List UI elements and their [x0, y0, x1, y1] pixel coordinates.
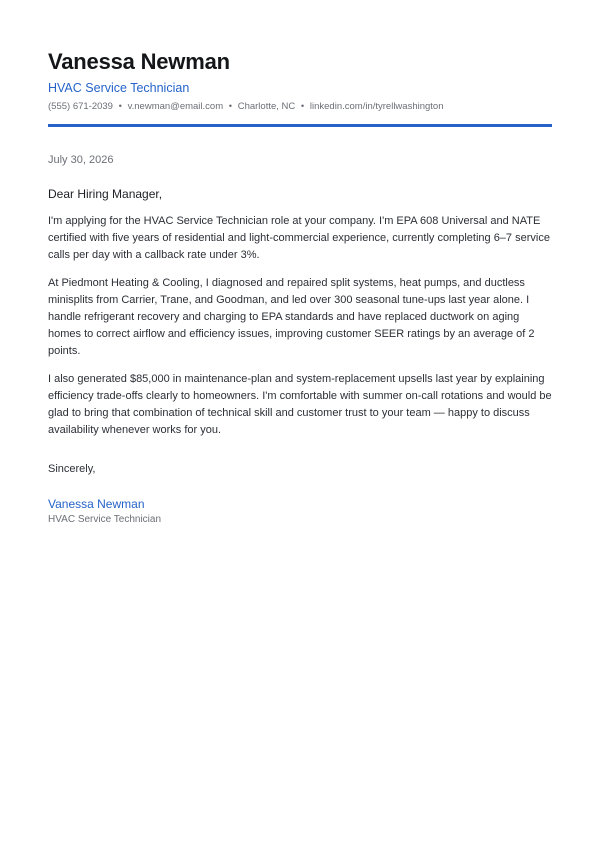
- contact-location: Charlotte, NC: [237, 101, 296, 112]
- signature-name: Vanessa Newman: [48, 497, 145, 511]
- closing: Sincerely,: [48, 463, 96, 475]
- body-paragraph: At Piedmont Heating & Cooling, I diagnosed and repaired split systems, heat pumps, and ductless minisplits from Carrier, Trane, and Goodman, and led over 300 seasonal tune-ups last year alone. I handle refrigerant recovery and charging to EPA standards and have replaced ductwork on aging homes to correct airflow and efficiency issues, improving customer SEER ratings by an average of 2 points.: [48, 277, 535, 357]
- contact-separator: •: [228, 101, 233, 112]
- header-divider: [48, 124, 552, 127]
- contact-email: v.newman@email.com: [127, 101, 224, 112]
- contact-separator: •: [300, 101, 305, 112]
- applicant-title: HVAC Service Technician: [48, 81, 190, 95]
- contact-separator: •: [118, 101, 122, 112]
- contact-linkedin: linkedin.com/in/tyrellwashington: [309, 101, 444, 112]
- salutation: Dear Hiring Manager,: [48, 187, 163, 201]
- letter-header: [48, 48, 552, 114]
- letter-date: July 30, 2026: [48, 154, 114, 166]
- applicant-name: Vanessa Newman: [48, 49, 230, 74]
- body-paragraph: I'm applying for the HVAC Service Technician role at your company. I'm EPA 608 Universal and NATE certified with five years of residential and light-commercial experience, currently completing 6–7 service calls per day with a callback rate under 3%.: [48, 215, 550, 261]
- body-paragraph: I also generated $85,000 in maintenance-plan and system-replacement upsells last year by explaining efficiency trade-offs clearly to homeowners. I'm comfortable with summer on-call rotations and would be glad to bring that combination of technical skill and customer trust to your team — happy to discuss availability whenever works for you.: [48, 373, 552, 436]
- signature-title: HVAC Service Technician: [48, 514, 162, 525]
- contact-line: [48, 100, 552, 114]
- contact-phone: (555) 671-2039: [48, 101, 113, 112]
